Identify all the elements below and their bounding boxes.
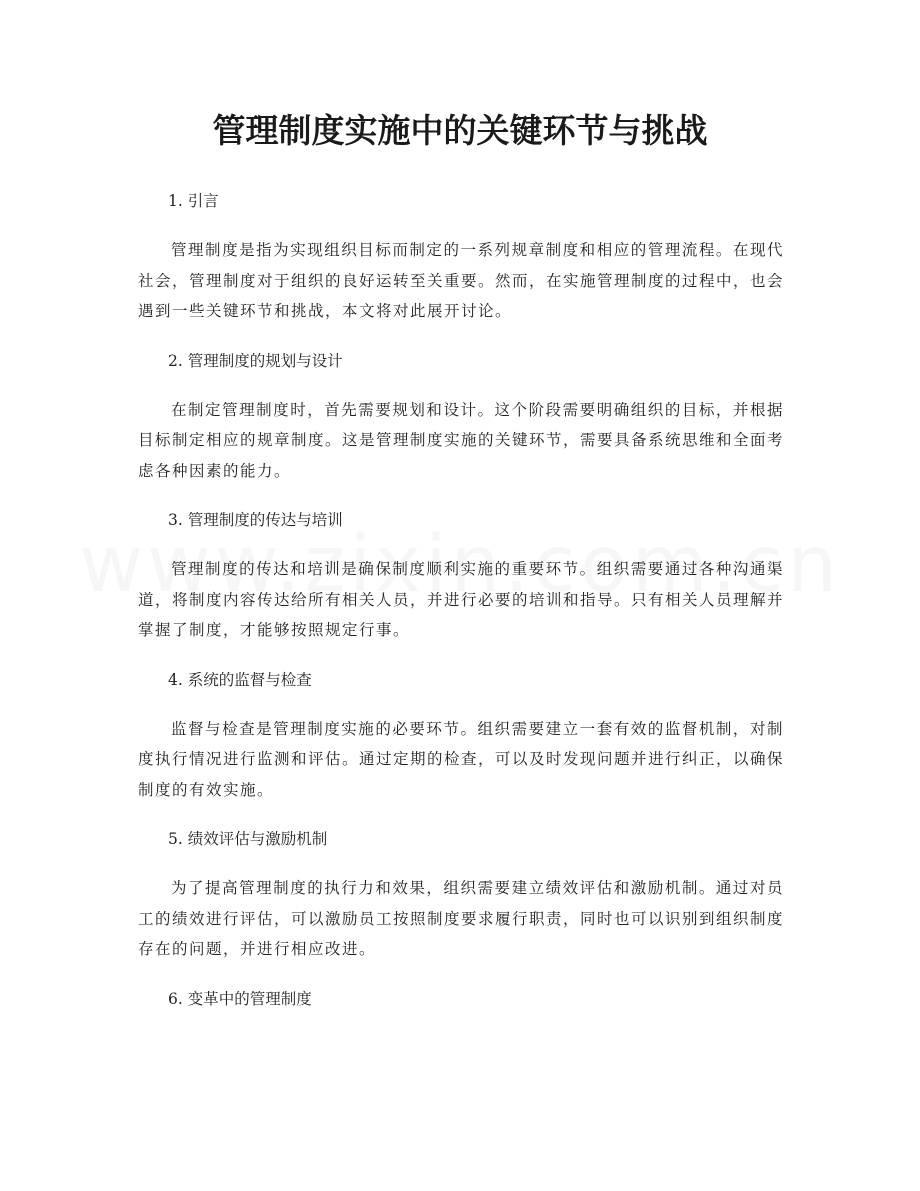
section-paragraph: 监督与检查是管理制度实施的必要环节。组织需要建立一套有效的监督机制，对制度执行情况进行监测和评估。通过定期的检查，可以及时发现问题并进行纠正，以确保制度的有效实施。 (138, 719, 785, 799)
section-supervision-inspection (138, 665, 784, 806)
section-heading: 3. 管理制度的传达与培训 (168, 511, 343, 529)
section-paragraph: 管理制度是指为实现组织目标而制定的一系列规章制度和相应的管理流程。在现代社会，管理制度对于组织的良好运转至关重要。然而，在实施管理制度的过程中，也会遇到一些关键环节和挑战，本文将对此展开讨论。 (138, 241, 785, 320)
section-introduction (138, 186, 784, 327)
document-title: 管理制度实施中的关键环节与挑战 (212, 111, 708, 150)
section-paragraph: 管理制度的传达和培训是确保制度顺利实施的重要环节。组织需要通过各种沟通渠道，将制度内容传达给所有相关人员，并进行必要的培训和指导。只有相关人员理解并掌握了制度，才能够按照规定行事。 (138, 560, 785, 639)
section-heading: 2. 管理制度的规划与设计 (168, 351, 343, 370)
section-heading: 6. 变革中的管理制度 (168, 989, 312, 1008)
document-body (138, 186, 784, 1033)
section-planning-design (138, 346, 784, 487)
section-heading: 1. 引言 (168, 192, 219, 210)
section-paragraph: 在制定管理制度时，首先需要规划和设计。这个阶段需要明确组织的目标，并根据目标制定相应的规章制度。这是管理制度实施的关键环节，需要具备系统思维和全面考虑各种因素的能力。 (138, 400, 785, 480)
section-heading: 4. 系统的监督与检查 (168, 670, 312, 689)
section-performance-incentive (138, 824, 784, 965)
section-heading: 5. 绩效评估与激励机制 (168, 830, 328, 848)
section-change-management (138, 984, 784, 1014)
section-communication-training (138, 505, 784, 646)
section-paragraph: 为了提高管理制度的执行力和效果，组织需要建立绩效评估和激励机制。通过对员工的绩效进行评估，可以激励员工按照制度要求履行职责，同时也可以识别到组织制度存在的问题，并进行相应改进。 (138, 879, 785, 958)
